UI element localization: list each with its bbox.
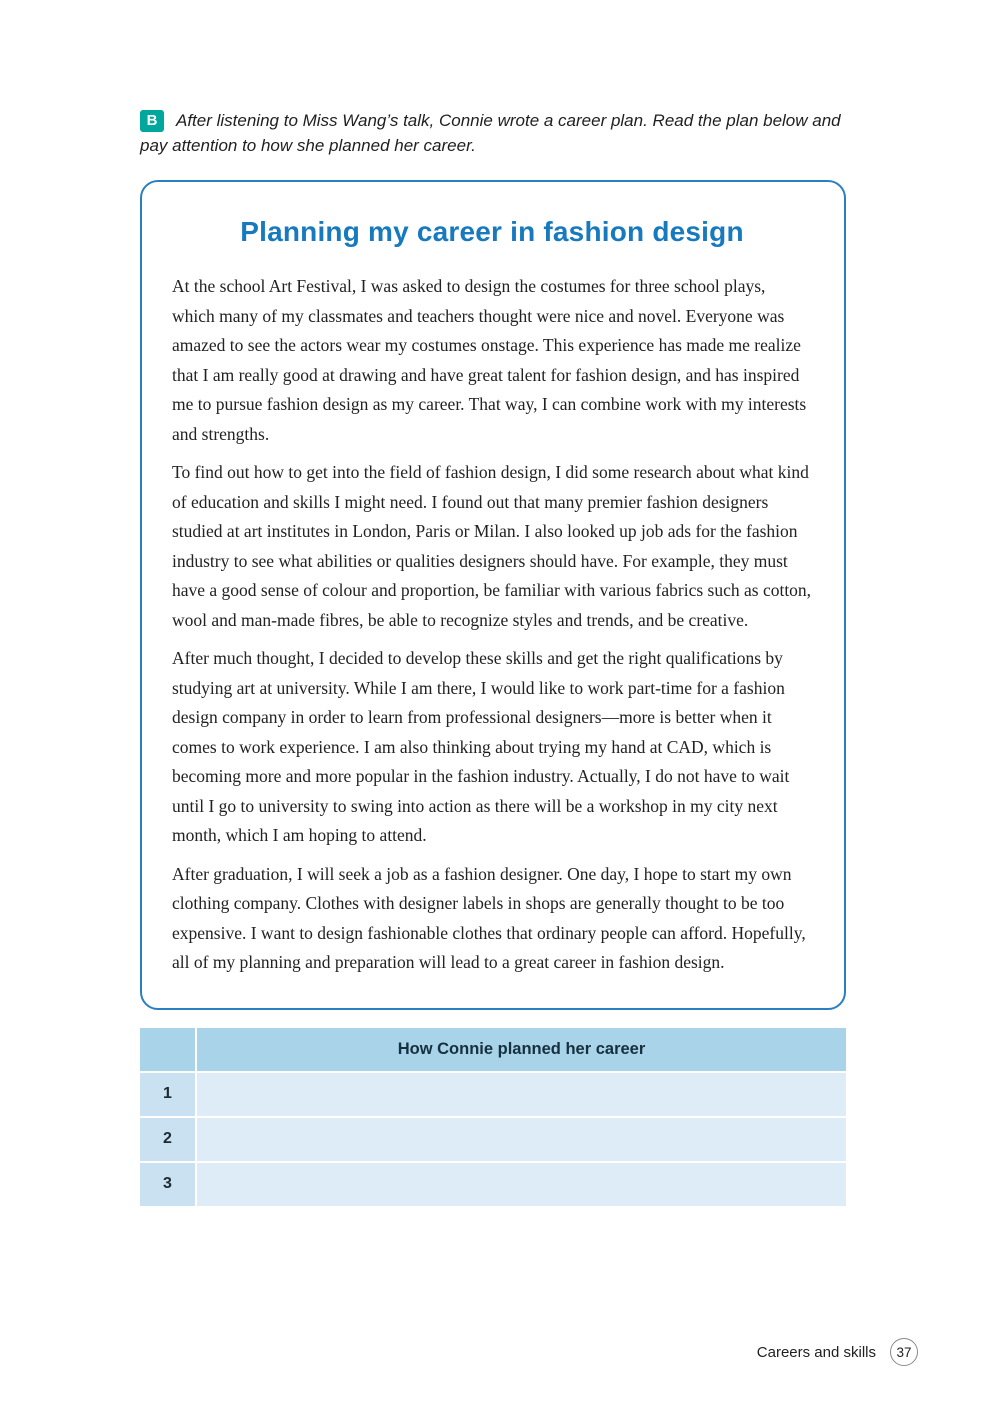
career-plan-box <box>140 180 846 1010</box>
answer-table-header-row <box>140 1028 846 1071</box>
page-footer <box>757 1338 918 1366</box>
exercise-instruction-text: After listening to Miss Wang’s talk, Connie wrote a career plan. Read the plan below and pay attention to how she planned her career. <box>140 111 841 155</box>
table-row <box>140 1163 846 1206</box>
answer-table-header-label: How Connie planned her career <box>197 1028 846 1071</box>
plan-paragraph-1: At the school Art Festival, I was asked to design the costumes for three school plays, which many of my classmates and teachers thought were nice and novel. Everyone was amazed to see the actors wear my costumes onstage. This experience has made me realize that I am really good at drawing and have great talent for fashion design, and has inspired me to pursue fashion design as my career. That way, I can combine work with my interests and strengths. <box>172 276 807 444</box>
career-plan-body <box>172 272 812 978</box>
answer-table-header-corner-cell <box>140 1028 195 1071</box>
answer-cell-3 <box>197 1163 846 1206</box>
plan-paragraph-3: After much thought, I decided to develop these skills and get the right qualifications by studying art at university. While I am there, I would like to work part-time for a fashion design company in order to learn from professional designers—more is better when it comes to work experience. I am also thinking about trying my hand at CAD, which is becoming more and more popular in the fashion industry. Actually, I do not have to wait until I go to university to swing into action as there will be a workshop in my city next month, which I am hoping to attend. <box>172 648 790 845</box>
exercise-b-badge: B <box>140 110 164 132</box>
answer-table <box>140 1028 846 1206</box>
plan-paragraph-4: After graduation, I will seek a job as a fashion designer. One day, I hope to start my own clothing company. Clothes with designer labels in shops are generally thought to be too expensive. I want to design fashionable clothes that ordinary people can afford. Hopefully, all of my planning and preparation will lead to a great career in fashion design. <box>172 863 806 972</box>
row-number: 2 <box>140 1118 195 1161</box>
page-number-badge: 37 <box>890 1338 918 1366</box>
plan-paragraph-2: To find out how to get into the field of fashion design, I did some research about what kind of education and skills I might need. I found out that many premier fashion designers studied at art institutes in London, Paris or Milan. I also looked up job ads for the fashion industry to see what abilities or qualities designers should have. For example, they must have a good sense of colour and proportion, be familiar with various fabrics such as cotton, wool and man-made fibres, be able to recognize styles and trends, and be creative. <box>172 462 812 630</box>
table-row <box>140 1073 846 1116</box>
footer-section-label: Careers and skills <box>756 1343 876 1361</box>
answer-cell-2 <box>197 1118 846 1161</box>
answer-cell-1 <box>197 1073 846 1116</box>
career-plan-title: Planning my career in fashion design <box>240 216 744 247</box>
row-number: 1 <box>140 1073 195 1116</box>
exercise-instruction <box>140 108 846 158</box>
page-content <box>140 108 846 1206</box>
table-row <box>140 1118 846 1161</box>
row-number: 3 <box>140 1163 195 1206</box>
